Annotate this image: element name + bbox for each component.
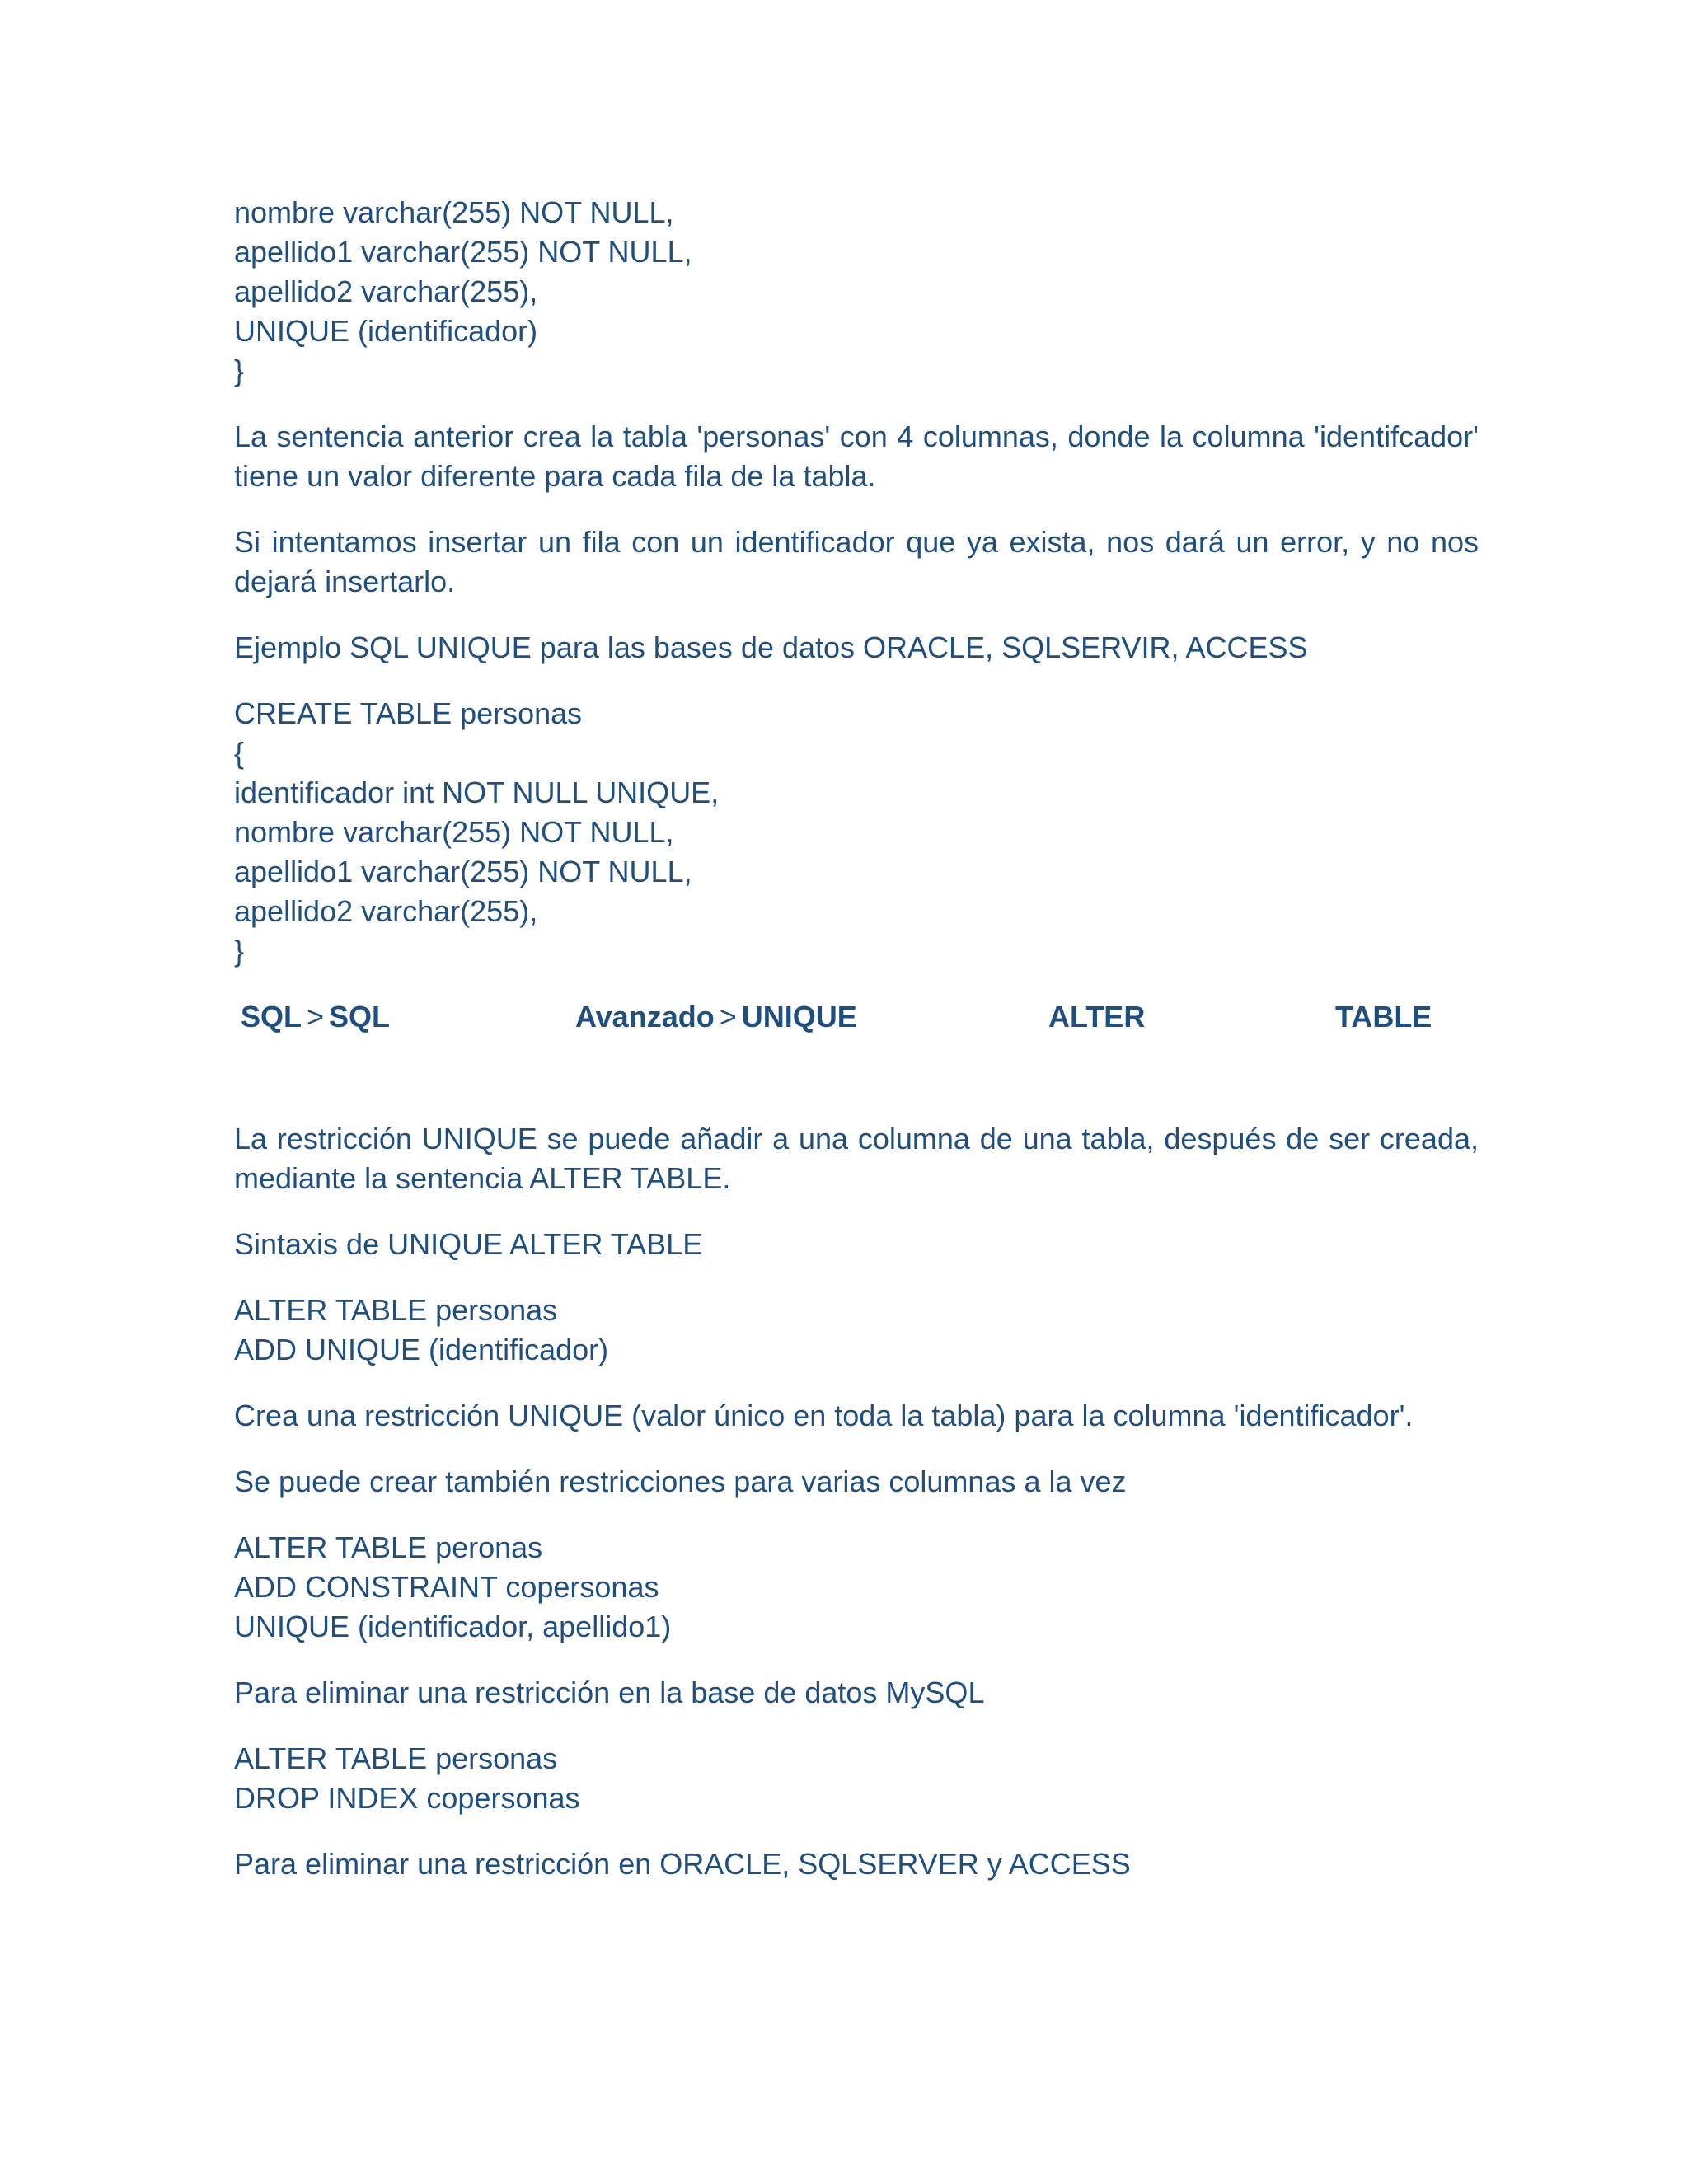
breadcrumb (234, 997, 1479, 1037)
paragraph-text: Para eliminar una restricción en ORACLE, SQLSERVER y ACCESS (234, 1847, 1131, 1881)
code-line: CREATE TABLE personas (234, 696, 583, 730)
breadcrumb-sql-sql[interactable] (241, 997, 390, 1037)
code-line: } (234, 354, 245, 387)
code-line: UNIQUE (identificador) (234, 314, 538, 348)
code-line: nombre varchar(255) NOT NULL, (234, 815, 674, 849)
paragraph-multiple-columns (234, 1462, 1479, 1502)
document-content (234, 193, 1479, 1910)
paragraph-text: Ejemplo SQL UNIQUE para las bases de datos ORACLE, SQLSERVIR, ACCESS (234, 630, 1308, 664)
paragraph-text: Sintaxis de UNIQUE ALTER TABLE (234, 1227, 703, 1261)
paragraph-text: La sentencia anterior crea la tabla 'personas' con 4 columnas, donde la columna 'identifcador' tiene un valor diferente para cada fila de la tabla. (234, 419, 1479, 493)
code-line: UNIQUE (identificador, apellido1) (234, 1610, 672, 1643)
breadcrumb-separator: > (307, 1000, 325, 1033)
code-block-drop-index (234, 1739, 1479, 1818)
code-line: } (234, 934, 245, 968)
code-line: apellido1 varchar(255) NOT NULL, (234, 855, 692, 888)
breadcrumb-separator: > (719, 1000, 737, 1033)
breadcrumb-item-unique[interactable]: UNIQUE (741, 1000, 857, 1033)
code-line: nombre varchar(255) NOT NULL, (234, 195, 674, 229)
paragraph-syntax-heading (234, 1225, 1479, 1264)
code-line: apellido2 varchar(255), (234, 274, 538, 308)
breadcrumb-item-sql-2[interactable]: SQL (329, 1000, 391, 1033)
paragraph-mysql-drop (234, 1673, 1479, 1713)
code-block-alter-add-unique (234, 1291, 1479, 1370)
code-line: DROP INDEX copersonas (234, 1781, 580, 1815)
code-line: ALTER TABLE peronas (234, 1530, 543, 1564)
code-line: ALTER TABLE personas (234, 1741, 558, 1775)
paragraph-text: Crea una restricción UNIQUE (valor único en toda la tabla) para la columna 'identificador'. (234, 1399, 1414, 1432)
paragraph-text: Si intentamos insertar un fila con un identificador que ya exista, nos dará un error, y no nos dejará insertarlo. (234, 525, 1479, 598)
paragraph-duplicate-error (234, 523, 1479, 602)
code-line: ADD CONSTRAINT copersonas (234, 1570, 659, 1604)
code-line: { (234, 736, 245, 770)
paragraph-text: La restricción UNIQUE se puede añadir a una columna de una tabla, después de ser creada, mediante la sentencia ALTER TABLE. (234, 1122, 1479, 1195)
code-line: identificador int NOT NULL UNIQUE, (234, 776, 720, 809)
paragraph-explanation (234, 417, 1479, 496)
code-line: apellido2 varchar(255), (234, 894, 538, 928)
code-line: ADD UNIQUE (identificador) (234, 1333, 609, 1366)
breadcrumb-avanzado-unique[interactable] (575, 997, 857, 1037)
paragraph-creates-constraint (234, 1396, 1479, 1436)
paragraph-unique-alter (234, 1119, 1479, 1198)
code-line: ALTER TABLE personas (234, 1293, 558, 1327)
code-block-create-table (234, 694, 1479, 971)
breadcrumb-item-sql[interactable]: SQL (241, 1000, 302, 1033)
code-block-add-constraint (234, 1528, 1479, 1647)
paragraph-oracle-drop (234, 1844, 1479, 1884)
paragraph-text: Para eliminar una restricción en la base de datos MySQL (234, 1675, 985, 1709)
code-block-table-columns (234, 193, 1479, 391)
breadcrumb-item-avanzado[interactable]: Avanzado (575, 1000, 715, 1033)
paragraph-text: Se puede crear también restricciones para varias columnas a la vez (234, 1465, 1127, 1498)
breadcrumb-item-alter[interactable]: ALTER (1048, 1000, 1146, 1033)
breadcrumb-item-table[interactable]: TABLE (1335, 1000, 1432, 1033)
code-line: apellido1 varchar(255) NOT NULL, (234, 235, 692, 269)
paragraph-example-heading (234, 628, 1479, 668)
